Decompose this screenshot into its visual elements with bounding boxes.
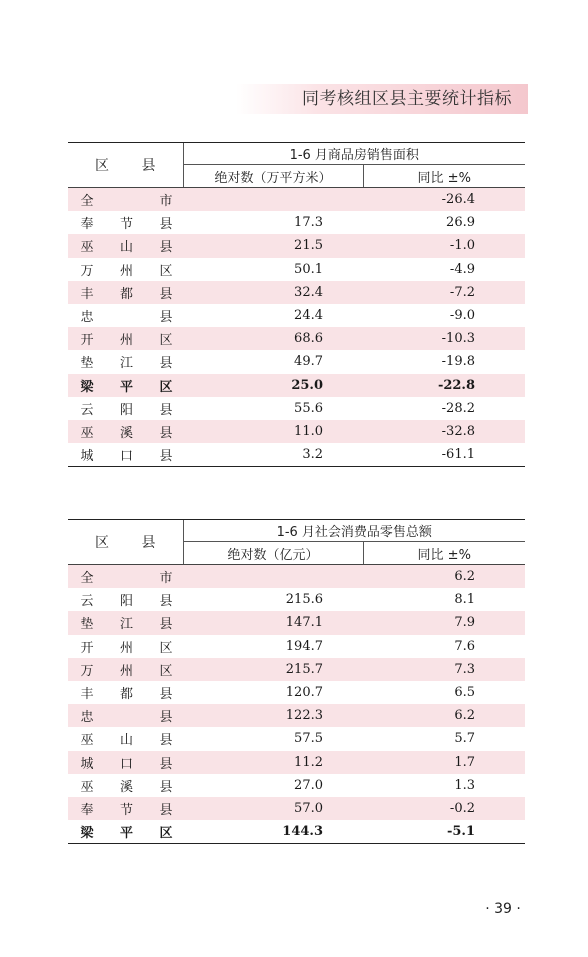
row-district	[68, 420, 183, 443]
district-char: 县	[159, 779, 173, 795]
row-absolute-value: 215.6	[285, 592, 323, 608]
district-char: 全	[80, 571, 94, 587]
district-char: 县	[159, 594, 173, 610]
column-header-yoy: 同比 ±%	[363, 542, 525, 565]
district-char: 梁	[80, 826, 94, 842]
table-row	[68, 327, 525, 350]
row-district	[68, 397, 183, 420]
table-row	[68, 211, 525, 234]
district-char: 全	[80, 194, 94, 210]
table-row	[68, 420, 525, 443]
district-char: 都	[119, 687, 133, 703]
row-yoy-value: 1.3	[454, 777, 475, 793]
district-char: 都	[119, 286, 133, 302]
district-char: 区	[159, 826, 173, 842]
district-char: 云	[80, 594, 94, 610]
retail-sales-table	[68, 519, 525, 844]
row-absolute-value: 215.7	[183, 658, 363, 681]
row-absolute-value: 122.3	[183, 704, 363, 727]
row-district	[68, 727, 183, 750]
row-absolute-value: 57.0	[183, 797, 363, 820]
district-char: 阳	[119, 594, 133, 610]
district-char: 县	[159, 617, 173, 633]
district-char	[120, 190, 134, 209]
row-district	[68, 704, 183, 727]
district-char: 县	[159, 449, 173, 465]
row-absolute-value: 144.3	[183, 820, 363, 844]
row-absolute-value: 11.0	[183, 420, 363, 443]
district-char: 州	[119, 333, 133, 349]
table-row	[68, 234, 525, 257]
district-char: 巫	[80, 779, 94, 795]
district-char: 巫	[80, 240, 94, 256]
district-char: 山	[119, 240, 133, 256]
district-char: 忠	[80, 310, 94, 326]
district-char: 城	[80, 449, 94, 465]
district-char: 县	[159, 425, 173, 441]
district-char: 垫	[80, 617, 94, 633]
district-char: 万	[80, 263, 94, 279]
row-absolute-value: 55.6	[294, 400, 323, 416]
district-char: 山	[119, 733, 133, 749]
row-yoy-value: -19.8	[441, 354, 475, 370]
row-absolute-value: 68.6	[183, 327, 363, 350]
row-yoy-value: -10.3	[363, 327, 525, 350]
row-yoy-value: 7.6	[454, 638, 475, 654]
table-row	[68, 565, 525, 589]
table-row	[68, 588, 525, 611]
district-char: 市	[159, 571, 173, 587]
district-char: 市	[159, 194, 173, 210]
row-absolute-value	[183, 188, 363, 212]
row-yoy-value: 26.9	[446, 215, 475, 231]
row-yoy-value: -61.1	[363, 443, 525, 467]
group-header: 1-6 月商品房销售面积	[183, 143, 525, 165]
district-char: 奉	[80, 217, 94, 233]
district-char: 垫	[80, 356, 94, 372]
row-absolute-value: 120.7	[285, 685, 323, 701]
table-body	[68, 188, 525, 467]
row-absolute-value: 21.5	[183, 234, 363, 257]
row-yoy-value: 1.7	[363, 751, 525, 774]
district-char: 丰	[80, 687, 94, 703]
district-char: 溪	[119, 779, 133, 795]
row-district	[68, 374, 183, 397]
row-yoy-value: -1.0	[363, 234, 525, 257]
district-char: 节	[119, 217, 133, 233]
district-char: 县	[159, 710, 173, 726]
row-yoy-value: -26.4	[363, 188, 525, 212]
column-header-absolute: 绝对数（亿元）	[183, 542, 363, 565]
row-absolute-value: 50.1	[294, 261, 323, 277]
row-yoy-value: -32.8	[363, 420, 525, 443]
district-char: 区	[159, 263, 173, 279]
district-char: 县	[159, 733, 173, 749]
row-district	[68, 211, 183, 234]
table-row	[68, 611, 525, 634]
district-char: 江	[119, 617, 133, 633]
district-char: 溪	[119, 425, 133, 441]
district-char: 州	[119, 663, 133, 679]
row-yoy-value: 5.7	[454, 731, 475, 747]
district-char	[120, 706, 134, 725]
row-absolute-value: 147.1	[183, 611, 363, 634]
district-char: 区	[159, 640, 173, 656]
row-yoy-value: 6.2	[363, 704, 525, 727]
row-absolute-value: 194.7	[285, 638, 323, 654]
district-char: 州	[119, 640, 133, 656]
district-char: 口	[119, 756, 133, 772]
district-char: 区	[159, 663, 173, 679]
area-header: 区 县	[68, 520, 183, 565]
row-absolute-value: 27.0	[294, 777, 323, 793]
district-char: 阳	[119, 402, 133, 418]
row-absolute-value	[183, 565, 363, 589]
table-row	[68, 681, 525, 704]
district-char: 万	[80, 663, 94, 679]
district-char: 江	[119, 356, 133, 372]
table-row	[68, 774, 525, 797]
district-char: 巫	[80, 425, 94, 441]
row-district	[68, 258, 183, 281]
district-char: 区	[159, 333, 173, 349]
table-row	[68, 443, 525, 467]
table-row	[68, 350, 525, 373]
row-district	[68, 304, 183, 327]
row-absolute-value: 49.7	[294, 354, 323, 370]
district-char: 县	[159, 802, 173, 818]
row-absolute-value: 57.5	[294, 731, 323, 747]
row-yoy-value: 6.5	[454, 685, 475, 701]
table-row	[68, 797, 525, 820]
row-absolute-value: 25.0	[183, 374, 363, 397]
district-char: 县	[159, 402, 173, 418]
sales-area-table	[68, 142, 525, 467]
row-absolute-value: 24.4	[294, 308, 323, 324]
table-row	[68, 658, 525, 681]
table-body	[68, 565, 525, 844]
area-header: 区 县	[68, 143, 183, 188]
row-district	[68, 820, 183, 844]
group-header: 1-6 月社会消费品零售总额	[183, 520, 525, 542]
district-char: 县	[159, 217, 173, 233]
row-district	[68, 681, 183, 704]
table-row	[68, 635, 525, 658]
table-row	[68, 281, 525, 304]
district-char: 平	[119, 379, 133, 395]
row-absolute-value: 3.2	[183, 443, 363, 467]
row-yoy-value: -5.1	[363, 820, 525, 844]
district-char: 县	[159, 756, 173, 772]
district-char: 奉	[80, 802, 94, 818]
row-district	[68, 588, 183, 611]
row-district	[68, 565, 183, 589]
row-district	[68, 188, 183, 212]
district-char: 县	[159, 240, 173, 256]
table-row	[68, 397, 525, 420]
row-yoy-value: -4.9	[449, 261, 475, 277]
row-yoy-value: -22.8	[363, 374, 525, 397]
section-title: 同考核组区县主要统计指标	[236, 84, 528, 114]
row-district	[68, 281, 183, 304]
table-row	[68, 704, 525, 727]
district-char: 忠	[80, 710, 94, 726]
district-char: 丰	[80, 286, 94, 302]
district-char: 巫	[80, 733, 94, 749]
table-row	[68, 727, 525, 750]
district-char: 州	[119, 263, 133, 279]
row-district	[68, 234, 183, 257]
row-yoy-value: 8.1	[454, 592, 475, 608]
row-absolute-value: 32.4	[183, 281, 363, 304]
row-district	[68, 658, 183, 681]
table-row	[68, 751, 525, 774]
row-district	[68, 327, 183, 350]
district-char: 开	[80, 640, 94, 656]
district-char: 口	[119, 449, 133, 465]
district-char: 县	[159, 310, 173, 326]
table-row	[68, 258, 525, 281]
district-char: 梁	[80, 379, 94, 395]
row-district	[68, 443, 183, 467]
row-absolute-value: 11.2	[183, 751, 363, 774]
district-char: 县	[159, 286, 173, 302]
row-yoy-value: -7.2	[363, 281, 525, 304]
row-yoy-value: -9.0	[449, 308, 475, 324]
district-char: 城	[80, 756, 94, 772]
table-row	[68, 188, 525, 212]
row-yoy-value: -28.2	[441, 400, 475, 416]
row-yoy-value: -0.2	[363, 797, 525, 820]
district-char	[120, 306, 134, 325]
table-row	[68, 820, 525, 844]
table-row	[68, 374, 525, 397]
column-header-yoy: 同比 ±%	[363, 165, 525, 188]
row-district	[68, 797, 183, 820]
row-yoy-value: 7.9	[363, 611, 525, 634]
district-char: 平	[119, 826, 133, 842]
row-district	[68, 350, 183, 373]
district-char	[120, 567, 134, 586]
row-absolute-value: 17.3	[294, 215, 323, 231]
row-district	[68, 774, 183, 797]
page-number: · 39 ·	[485, 901, 521, 917]
row-district	[68, 751, 183, 774]
column-header-absolute: 绝对数（万平方米）	[183, 165, 363, 188]
row-district	[68, 635, 183, 658]
row-yoy-value: 6.2	[363, 565, 525, 589]
district-char: 云	[80, 402, 94, 418]
table-row	[68, 304, 525, 327]
district-char: 节	[119, 802, 133, 818]
district-char: 县	[159, 687, 173, 703]
district-char: 区	[159, 379, 173, 395]
district-char: 开	[80, 333, 94, 349]
row-yoy-value: 7.3	[363, 658, 525, 681]
district-char: 县	[159, 356, 173, 372]
row-district	[68, 611, 183, 634]
